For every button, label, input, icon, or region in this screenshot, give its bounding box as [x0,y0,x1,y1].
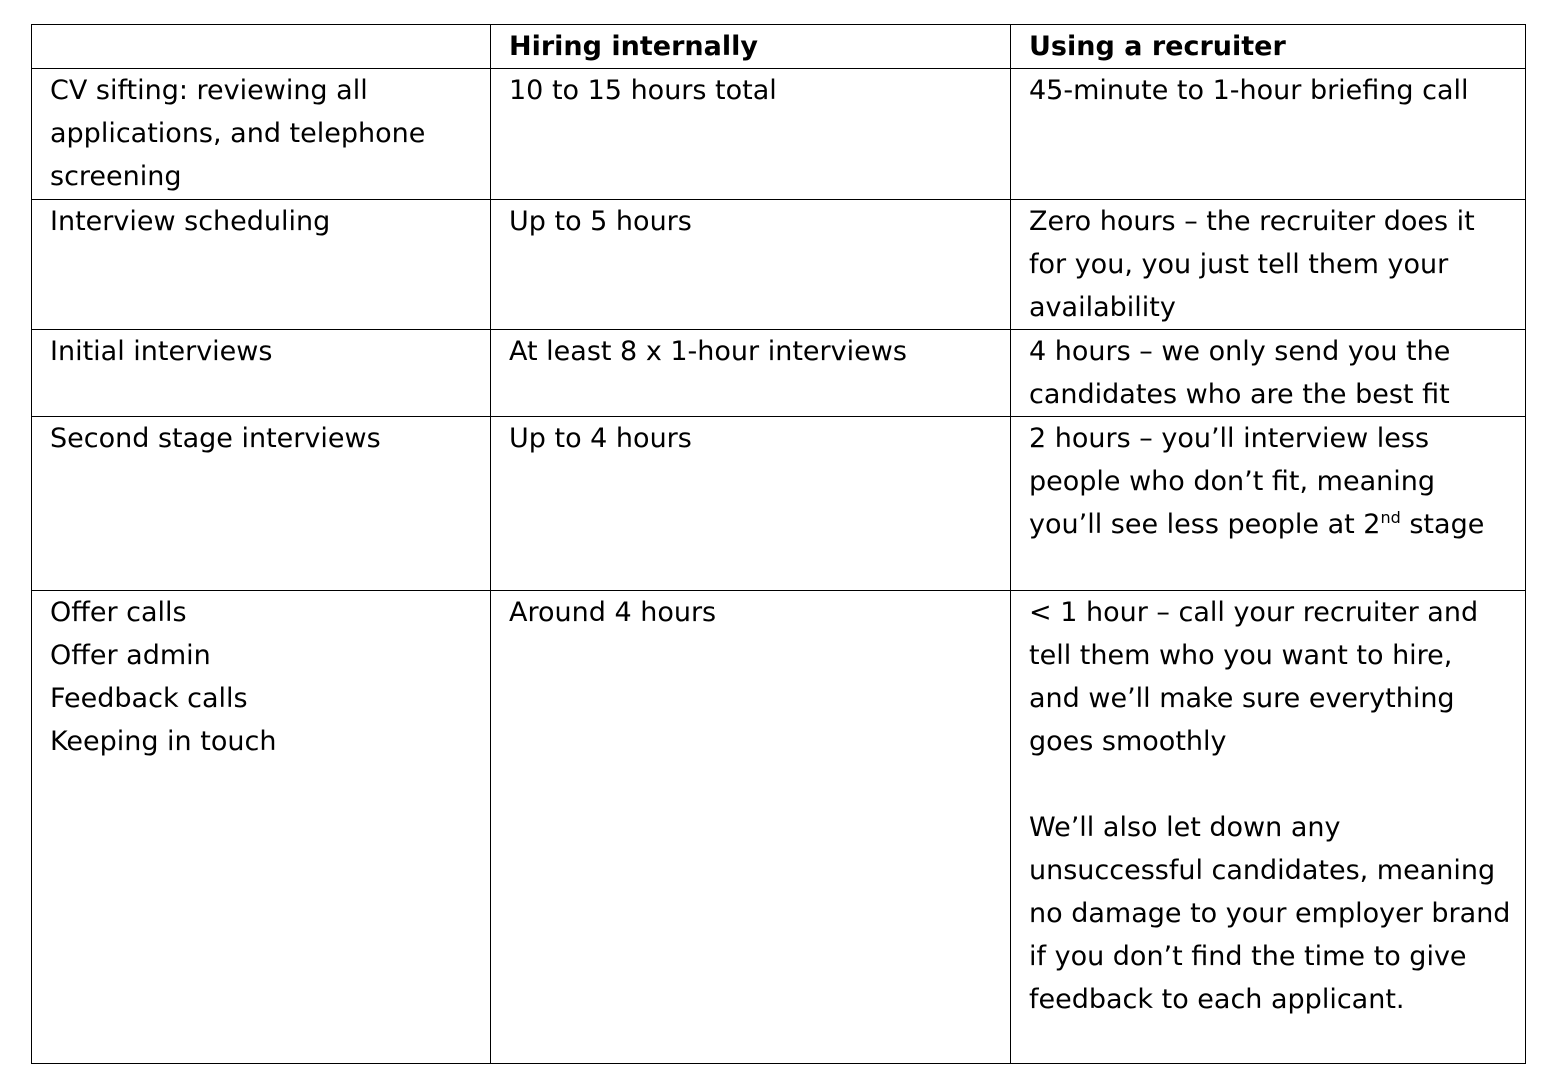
task-cell [32,591,491,1064]
task-cell [32,417,491,591]
internal-cell: At least 8 x 1-hour interviews [491,330,1011,417]
task-label: Initial interviews [50,336,273,367]
recruiter-text: 45-minute to 1-hour briefing call [1029,75,1469,106]
recruiter-text: 4 hours – we only send you the candidates who are the best fit [1029,336,1451,410]
task-cell [32,69,491,200]
task-label: Second stage interviews [50,423,381,454]
table-row [32,200,1526,330]
header-using-a-recruiter: Using a recruiter [1011,25,1526,69]
paragraph-spacer [1029,763,1511,806]
comparison-table [31,24,1526,1064]
header-hiring-internally: Hiring internally [491,25,1011,69]
recruiter-cell [1011,330,1526,417]
task-label: CV sifting: reviewing all applications, and telephone screening [50,75,426,192]
table-header-row [32,25,1526,69]
recruiter-text: 2 hours – you’ll interview less people who don’t fit, meaning you’ll see less people at 2 [1029,423,1436,540]
table-row [32,330,1526,417]
table-row [32,591,1526,1064]
header-task [32,25,491,69]
recruiter-text-end: stage [1400,509,1485,540]
internal-cell: Up to 4 hours [491,417,1011,591]
internal-cell: Around 4 hours [491,591,1011,1064]
task-label-offer-admin: Offer admin [50,640,211,671]
recruiter-cell [1011,591,1526,1064]
task-cell [32,200,491,330]
task-label-offer-calls: Offer calls [50,597,187,628]
internal-cell: 10 to 15 hours total [491,69,1011,200]
recruiter-cell [1011,417,1526,591]
task-label: Interview scheduling [50,206,331,237]
recruiter-cell [1011,200,1526,330]
recruiter-text-extra: We’ll also let down any unsuccessful candidates, meaning no damage to your employer brand if you don’t find the time to give feedback to each applicant. [1029,812,1511,1015]
table-row [32,417,1526,591]
task-label-feedback-calls: Feedback calls [50,683,248,714]
table-row [32,69,1526,200]
recruiter-text: < 1 hour – call your recruiter and tell them who you want to hire, and we’ll make sure everything goes smoothly [1029,597,1479,757]
recruiter-text: Zero hours – the recruiter does it for you, you just tell them your availability [1029,206,1475,323]
internal-cell: Up to 5 hours [491,200,1011,330]
task-cell [32,330,491,417]
ordinal-suffix: nd [1380,508,1401,527]
task-label-keeping-in-touch: Keeping in touch [50,726,277,757]
recruiter-cell [1011,69,1526,200]
